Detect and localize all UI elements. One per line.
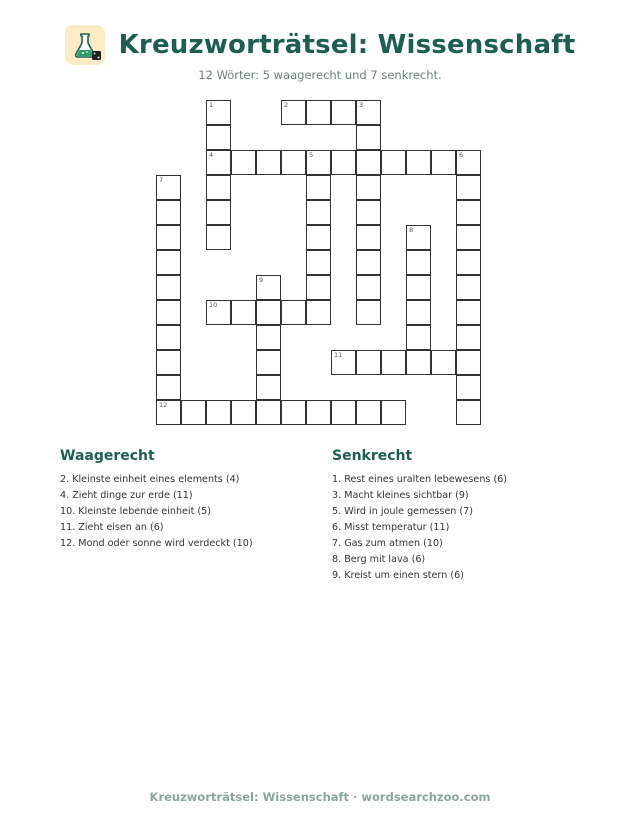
crossword-cell[interactable]: [231, 400, 256, 425]
crossword-cell[interactable]: [356, 300, 381, 325]
crossword-cell[interactable]: [306, 150, 331, 175]
crossword-cell[interactable]: [381, 150, 406, 175]
crossword-cell[interactable]: [456, 275, 481, 300]
crossword-cell[interactable]: [206, 200, 231, 225]
crossword-cell[interactable]: [306, 100, 331, 125]
crossword-cell[interactable]: [456, 325, 481, 350]
crossword-cell[interactable]: [281, 150, 306, 175]
clue-number: 4: [209, 151, 214, 159]
crossword-cell[interactable]: [306, 200, 331, 225]
page-footer: Kreuzworträtsel: Wissenschaft · wordsearchzoo.com: [149, 790, 491, 804]
crossword-cell[interactable]: [281, 400, 306, 425]
crossword-cell[interactable]: [331, 400, 356, 425]
crossword-cell[interactable]: [256, 350, 281, 375]
across-clues-section: [60, 448, 253, 552]
clue-number: 5: [309, 151, 314, 159]
crossword-cell[interactable]: [456, 375, 481, 400]
clue-number: 10: [209, 301, 218, 309]
clue-number: 1: [209, 101, 214, 109]
crossword-cell[interactable]: [206, 300, 231, 325]
crossword-cell[interactable]: [256, 150, 281, 175]
crossword-cell[interactable]: [156, 300, 181, 325]
clue-number: 11: [334, 351, 343, 359]
crossword-cell[interactable]: [256, 325, 281, 350]
crossword-cell[interactable]: [306, 400, 331, 425]
crossword-cell[interactable]: [156, 200, 181, 225]
clue-number: 2: [284, 101, 289, 109]
across-clue: 4. Zieht dinge zur erde (11): [60, 490, 193, 501]
crossword-cell[interactable]: [206, 175, 231, 200]
crossword-cell[interactable]: [456, 225, 481, 250]
crossword-cell[interactable]: [456, 300, 481, 325]
crossword-cell[interactable]: [356, 125, 381, 150]
crossword-cell[interactable]: [356, 225, 381, 250]
down-clue: 8. Berg mit lava (6): [332, 554, 426, 565]
down-heading: Senkrecht: [332, 448, 413, 464]
clue-number: 12: [159, 401, 168, 409]
crossword-cell[interactable]: [356, 175, 381, 200]
crossword-cell[interactable]: [456, 175, 481, 200]
clue-number: 7: [159, 176, 164, 184]
crossword-cell[interactable]: [281, 300, 306, 325]
clue-number: 8: [409, 226, 414, 234]
crossword-cell[interactable]: [156, 325, 181, 350]
crossword-cell[interactable]: [156, 275, 181, 300]
down-clue: 6. Misst temperatur (11): [332, 522, 450, 533]
across-clue: 12. Mond oder sonne wird verdeckt (10): [60, 538, 253, 549]
crossword-cell[interactable]: [431, 150, 456, 175]
across-heading: Waagerecht: [60, 448, 155, 464]
crossword-cell[interactable]: [406, 275, 431, 300]
crossword-cell[interactable]: [356, 250, 381, 275]
crossword-cell[interactable]: [156, 175, 181, 200]
across-clue: 11. Zieht eisen an (6): [60, 522, 164, 533]
down-clue: 1. Rest eines uralten lebewesens (6): [332, 474, 508, 485]
crossword-cell[interactable]: [281, 100, 306, 125]
crossword-cell[interactable]: [256, 400, 281, 425]
page-title: Kreuzworträtsel: Wissenschaft: [118, 30, 576, 60]
crossword-cell[interactable]: [356, 400, 381, 425]
down-clue: 9. Kreist um einen stern (6): [332, 570, 464, 581]
crossword-cell[interactable]: [156, 250, 181, 275]
crossword-cell[interactable]: [406, 150, 431, 175]
across-clue: 2. Kleinste einheit eines elements (4): [60, 474, 240, 485]
crossword-cell[interactable]: [206, 400, 231, 425]
crossword-cell[interactable]: [331, 150, 356, 175]
crossword-cell[interactable]: [356, 100, 381, 125]
crossword-cell[interactable]: [306, 225, 331, 250]
crossword-cell[interactable]: [181, 400, 206, 425]
crossword-cell[interactable]: [156, 350, 181, 375]
crossword-cell[interactable]: [406, 250, 431, 275]
down-clues-section: [332, 448, 507, 584]
clue-number: 9: [259, 276, 264, 284]
across-clue: 10. Kleinste lebende einheit (5): [60, 506, 212, 517]
crossword-cell[interactable]: [206, 225, 231, 250]
crossword-cell[interactable]: [431, 350, 456, 375]
crossword-cell[interactable]: [256, 375, 281, 400]
crossword-cell[interactable]: [306, 300, 331, 325]
crossword-cell[interactable]: [356, 200, 381, 225]
crossword-cell[interactable]: [406, 325, 431, 350]
crossword-cell[interactable]: [356, 275, 381, 300]
crossword-cell[interactable]: [331, 350, 356, 375]
down-clue: 7. Gas zum atmen (10): [332, 538, 443, 549]
crossword-cell[interactable]: [381, 400, 406, 425]
crossword-cell[interactable]: [256, 300, 281, 325]
puzzle-subtitle: 12 Wörter: 5 waagerecht und 7 senkrecht.: [198, 68, 442, 82]
crossword-cell[interactable]: [356, 150, 381, 175]
crossword-cell[interactable]: [306, 275, 331, 300]
clue-number: 3: [359, 101, 364, 109]
crossword-cell[interactable]: [456, 400, 481, 425]
down-clue: 3. Macht kleines sichtbar (9): [332, 490, 469, 501]
crossword-cell[interactable]: [231, 300, 256, 325]
crossword-cell[interactable]: [156, 400, 181, 425]
crossword-cell[interactable]: [406, 300, 431, 325]
crossword-cell[interactable]: [406, 225, 431, 250]
down-clue: 5. Wird in joule gemessen (7): [332, 506, 473, 517]
crossword-cell[interactable]: [456, 250, 481, 275]
crossword-cell[interactable]: [306, 175, 331, 200]
crossword-cell[interactable]: [256, 275, 281, 300]
crossword-cell[interactable]: [356, 350, 381, 375]
crossword-cell[interactable]: [206, 100, 231, 125]
crossword-cell[interactable]: [231, 150, 256, 175]
clue-number: 6: [459, 151, 464, 159]
crossword-cell[interactable]: [456, 350, 481, 375]
crossword-cell[interactable]: [206, 125, 231, 150]
crossword-cell[interactable]: [456, 150, 481, 175]
crossword-cell[interactable]: [156, 375, 181, 400]
crossword-cell[interactable]: [331, 100, 356, 125]
crossword-cell[interactable]: [156, 225, 181, 250]
crossword-cell[interactable]: [206, 150, 231, 175]
crossword-cell[interactable]: [456, 200, 481, 225]
crossword-cell[interactable]: [381, 350, 406, 375]
crossword-cell[interactable]: [406, 350, 431, 375]
crossword-cell[interactable]: [306, 250, 331, 275]
